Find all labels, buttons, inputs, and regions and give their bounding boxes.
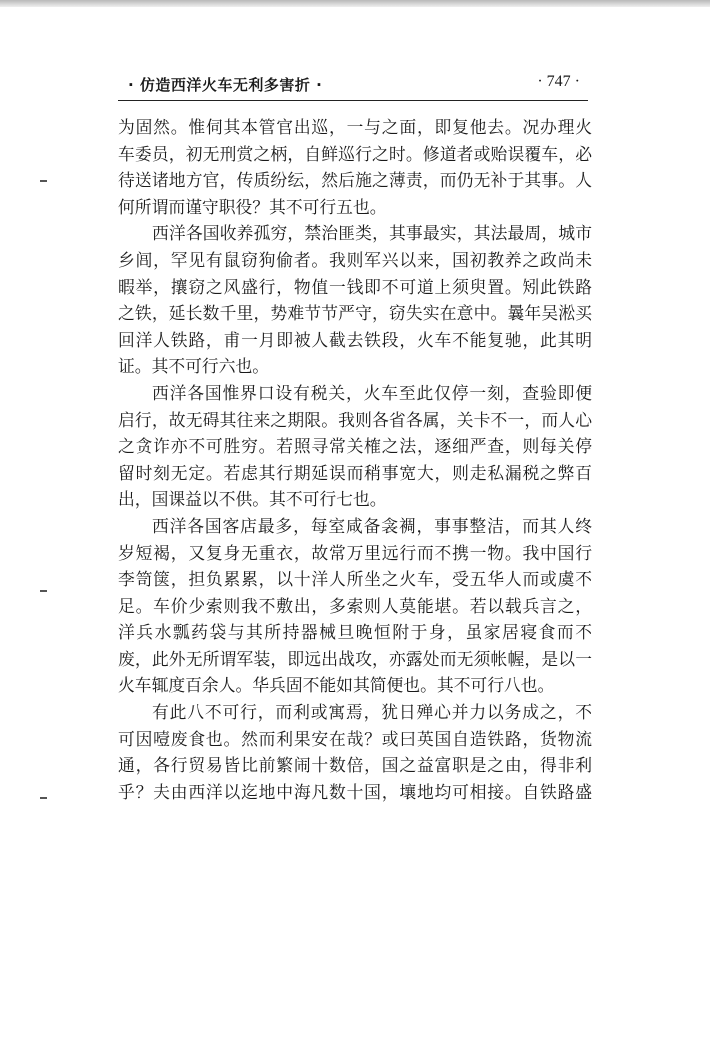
margin-mark xyxy=(40,180,47,182)
margin-mark xyxy=(40,797,47,799)
text-line: 车委员，初无刑赏之柄，自鲜巡行之时。修道者或贻误覆车，必 xyxy=(118,143,592,164)
text-line: 废，此外无所谓军装，即远出战攻，亦露处而无须帐幄，是以一 xyxy=(118,648,592,669)
text-line: 之贪诈亦不可胜穷。若照寻常关榷之法，逐细严查，则每关停 xyxy=(118,436,592,457)
text-line: 之铁，延长数千里，势难节节严守，窃失实在意中。曩年吴淞买 xyxy=(118,303,592,324)
text-line: 有此八不可行，而利或寓焉，犹日殚心并力以务成之，不 xyxy=(152,702,592,723)
text-line: 乡闾，罕见有鼠窃狗偷者。我则军兴以来，国初教养之政尚未 xyxy=(118,249,592,270)
running-title: · 仿造西洋火车无利多害折 · xyxy=(128,76,323,94)
text-line: 可因噎废食也。然而利果安在哉？或曰英国自造铁路，货物流 xyxy=(118,728,592,749)
text-line: 西洋各国客店最多，每室咸备衾裯，事事整洁，而其人终 xyxy=(152,515,592,536)
text-line: 洋兵水瓢药袋与其所持器械旦晚恒附于身，虽家居寝食而不 xyxy=(118,622,592,643)
text-line: 通，各行贸易皆比前繁闹十数倍，国之益富职是之由，得非利 xyxy=(118,755,592,776)
text-line: 待送诸地方官，传质纷纭，然后施之薄责，而仍无补于其事。人 xyxy=(118,170,592,191)
page-number: · 747 · xyxy=(537,73,580,90)
text-line: 岁短褐，又复身无重衣，故常万里远行而不携一物。我中国行 xyxy=(118,542,592,563)
text-line: 为固然。惟伺其本管官出巡，一与之面，即复他去。况办理火 xyxy=(118,117,592,137)
text-line: 乎？夫由西洋以迄地中海凡数十国，壤地均可相接。自铁路盛 xyxy=(118,781,592,802)
text-line: 证。其不可行六也。 xyxy=(118,356,270,377)
text-line: 西洋各国惟界口设有税关，火车至此仅停一刻，查验即便 xyxy=(152,382,592,403)
text-line: 何所谓而谨守职役？其不可行五也。 xyxy=(118,196,387,217)
page-header xyxy=(118,64,588,101)
text-line: 李笥箧，担负累累，以十洋人所坐之火车，受五华人而或虞不 xyxy=(118,569,592,590)
text-line: 足。车价少索则我不敷出，多索则人莫能堪。若以载兵言之， xyxy=(118,595,592,616)
margin-mark xyxy=(40,590,47,592)
body-text xyxy=(118,114,592,805)
text-line: 暇举，攘窃之风盛行，物值一钱即不可道上须臾置。矧此铁路 xyxy=(118,276,592,297)
text-line: 出，国课益以不供。其不可行七也。 xyxy=(118,489,387,510)
text-line: 留时刻无定。若虑其行期延误而稍事宽大，则走私漏税之弊百 xyxy=(118,462,592,483)
text-line: 启行，故无碍其往来之期限。我则各省各属，关卡不一，而人心 xyxy=(118,409,592,430)
text-line: 西洋各国收养孤穷，禁治匪类，其事最实，其法最周，城市 xyxy=(152,223,592,244)
text-line: 火车辄度百余人。华兵固不能如其简便也。其不可行八也。 xyxy=(118,675,555,696)
text-line: 回洋人铁路，甫一月即被人截去铁段，火车不能复驰，此其明 xyxy=(118,329,592,350)
scan-top-edge xyxy=(0,0,710,7)
